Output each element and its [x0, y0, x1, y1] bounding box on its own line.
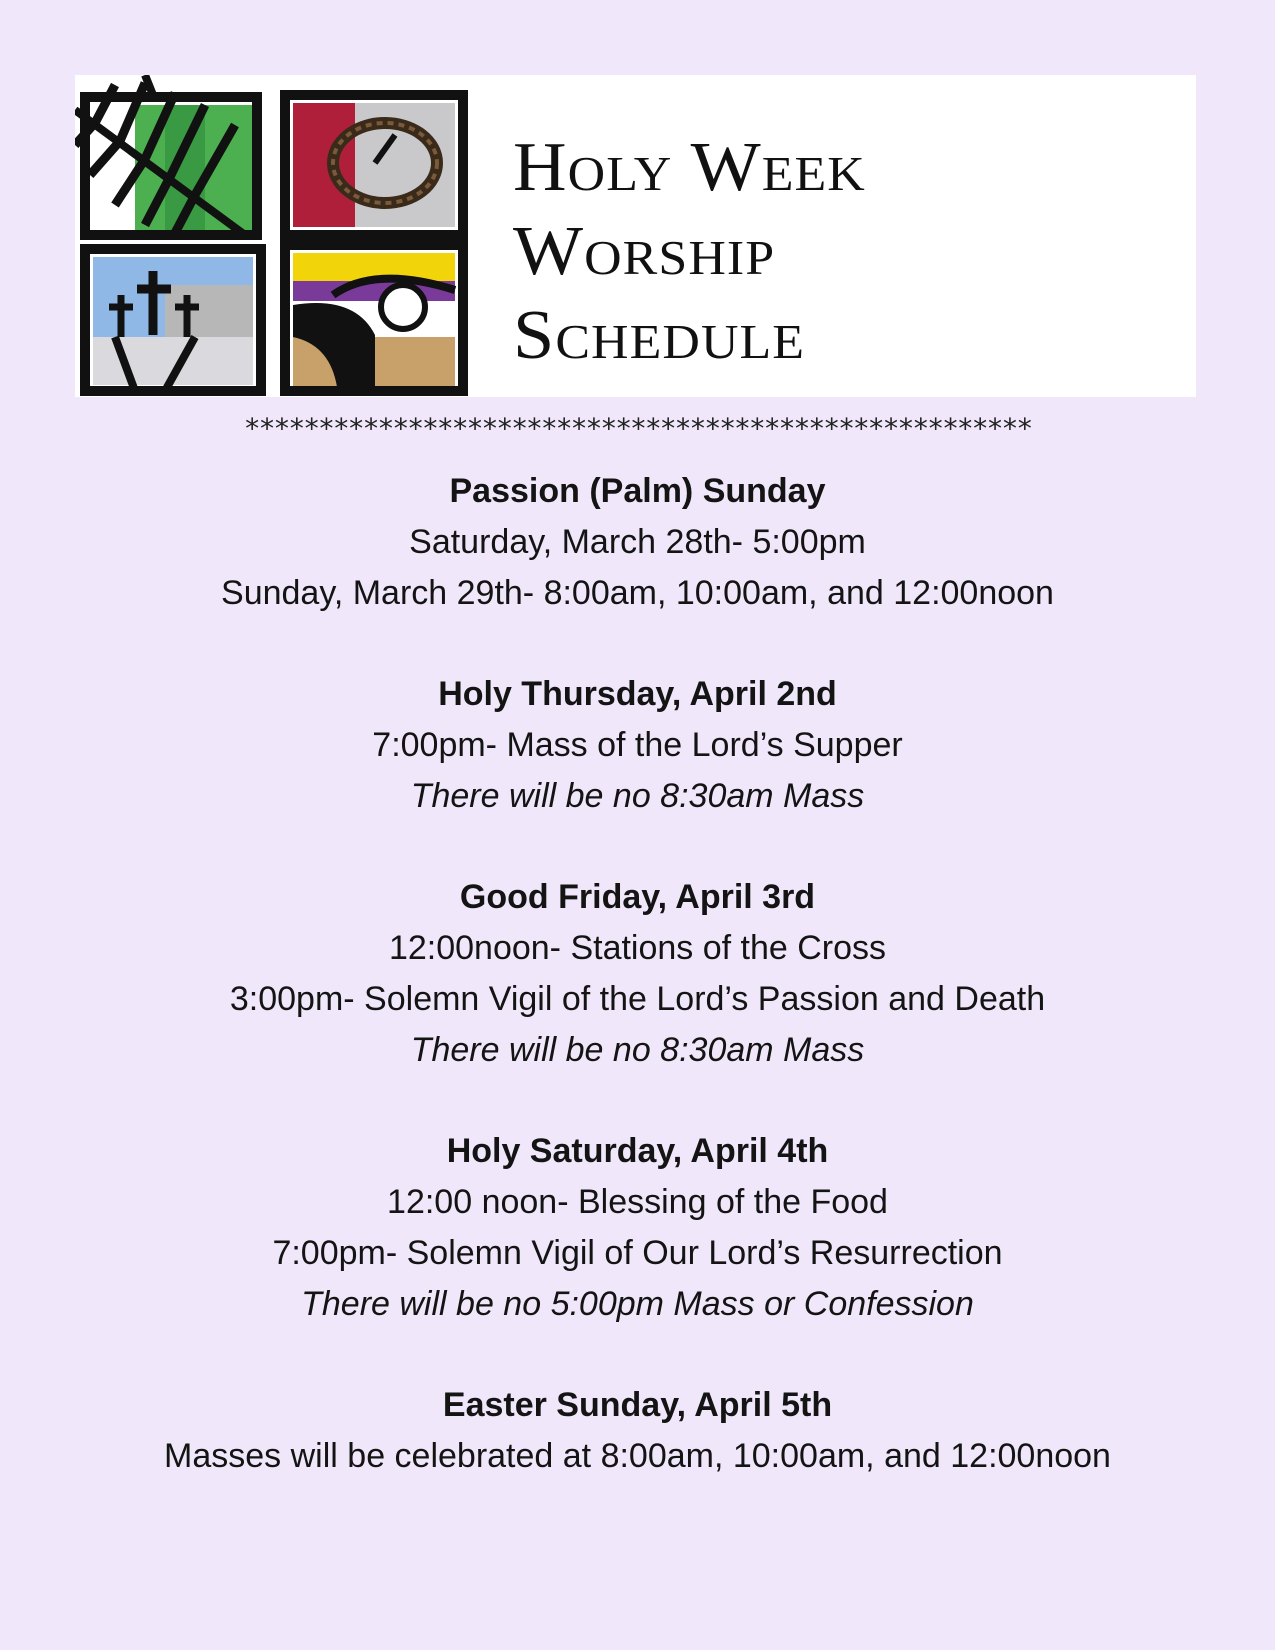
- block-heading: Holy Saturday, April 4th: [446, 1132, 829, 1170]
- title-line-2: Worship: [513, 213, 776, 290]
- schedule-line: Saturday, March 28th- 5:00pm: [409, 523, 866, 561]
- title-line-1: Holy Week: [513, 129, 866, 206]
- block-heading: Good Friday, April 3rd: [459, 878, 816, 916]
- schedule-line: 7:00pm- Mass of the Lord’s Supper: [372, 726, 903, 764]
- schedule-line: 12:00noon- Stations of the Cross: [388, 929, 887, 967]
- schedule-note: There will be no 8:30am Mass: [410, 777, 865, 815]
- block-heading: Passion (Palm) Sunday: [449, 472, 826, 510]
- holy-week-artwork: [75, 75, 495, 397]
- schedule-block-holy-thursday: [0, 669, 1275, 822]
- schedule-block-easter-sunday: [0, 1380, 1275, 1482]
- schedule-line: Sunday, March 29th- 8:00am, 10:00am, and 12:00noon: [221, 574, 1054, 612]
- schedule-line: Masses will be celebrated at 8:00am, 10:00am, and 12:00noon: [164, 1437, 1111, 1475]
- asterisk-divider: *****************************************************: [243, 412, 1032, 445]
- schedule-block-good-friday: [0, 872, 1275, 1076]
- schedule-note: There will be no 5:00pm Mass or Confession: [301, 1285, 974, 1323]
- schedule-line: 12:00 noon- Blessing of the Food: [387, 1183, 888, 1221]
- schedule-line: 7:00pm- Solemn Vigil of Our Lord’s Resurrection: [272, 1234, 1003, 1272]
- block-heading: Easter Sunday, April 5th: [442, 1386, 833, 1424]
- schedule-block-holy-saturday: [0, 1126, 1275, 1330]
- schedule: [0, 466, 1275, 1532]
- title-line-3: Schedule: [513, 297, 806, 374]
- palm-branch-icon: [75, 75, 257, 235]
- empty-tomb-icon: [285, 245, 463, 391]
- page-title: [513, 129, 866, 385]
- block-heading: Holy Thursday, April 2nd: [438, 675, 837, 713]
- schedule-line: 3:00pm- Solemn Vigil of the Lord’s Passion and Death: [229, 980, 1046, 1018]
- crown-of-thorns-icon: [285, 95, 463, 235]
- schedule-note: There will be no 8:30am Mass: [410, 1031, 865, 1069]
- schedule-block-palm-sunday: [0, 466, 1275, 619]
- header-banner: [75, 75, 1196, 397]
- three-crosses-icon: [85, 249, 261, 391]
